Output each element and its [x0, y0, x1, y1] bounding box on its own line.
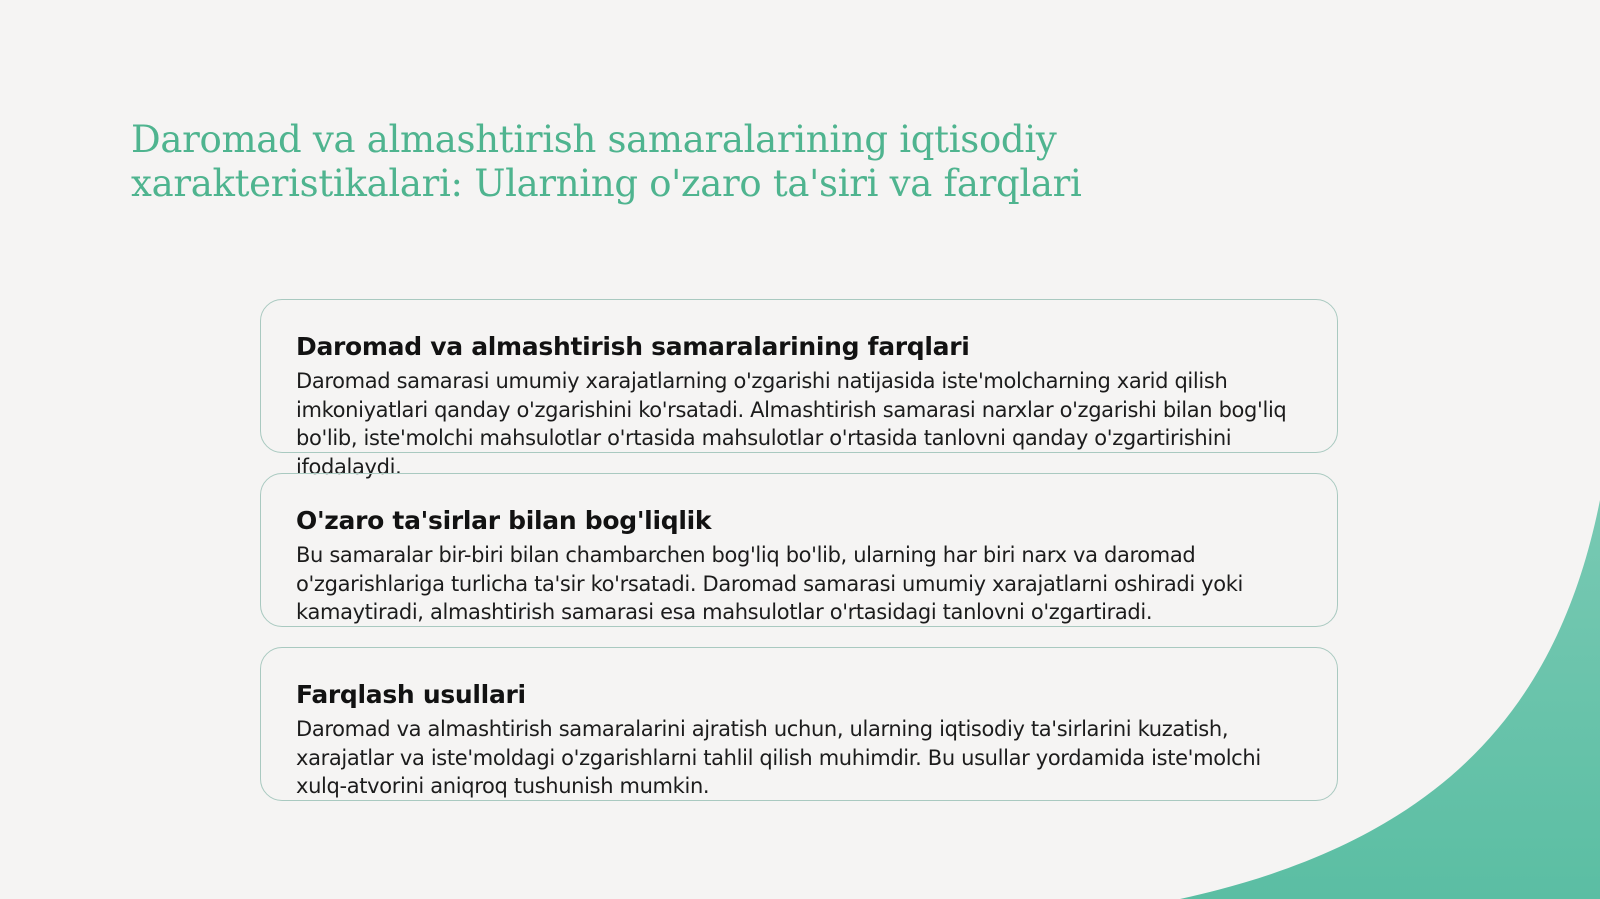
card-text: Bu samaralar bir-biri bilan chambarchen bog'liq bo'lib, ularning har biri narx va daromad o'zgarishlariga turlicha ta'sir ko'rsatadi. Daromad samarasi umumiy xarajatlarni oshiradi yoki kamaytiradi, almashtirish samarasi esa mahsulotlar o'rtasidagi tanlovni o'zgartiradi.: [296, 543, 1244, 624]
card-text: Daromad samarasi umumiy xarajatlarning o'zgarishi natijasida iste'molcharning xarid qilish imkoniyatlari qanday o'zgarishini ko'rsatadi. Almashtirish samarasi narxlar o'zgarishi bilan bog'liq bo'lib, iste'molchi mahsulotlar o'rtasida mahsulotlar o'rtasida tanlovni qanday o'zgartirishini ifodalaydi.: [296, 369, 1287, 479]
card-text: Daromad va almashtirish samaralarini ajratish uchun, ularning iqtisodiy ta'sirlarini kuzatish, xarajatlar va iste'moldagi o'zgarishlarni tahlil qilish muhimdir. Bu usullar yordamida iste'molchi xulq-atvorini aniqroq tushunish mumkin.: [296, 717, 1261, 798]
card-heading: O'zaro ta'sirlar bilan bog'liqlik: [296, 506, 712, 535]
card-heading: Farqlash usullari: [296, 680, 526, 709]
info-card-income-substitution-differences: [260, 299, 1338, 479]
page-title: Daromad va almashtirish samaralarining iqtisodiy xarakteristikalari: Ularning o'zaro ta'siri va farqlari: [131, 118, 1082, 205]
info-card-interaction-relationship: [260, 473, 1338, 627]
info-card-distinguishing-methods: [260, 647, 1338, 801]
card-heading: Daromad va almashtirish samaralarining farqlari: [296, 332, 970, 361]
